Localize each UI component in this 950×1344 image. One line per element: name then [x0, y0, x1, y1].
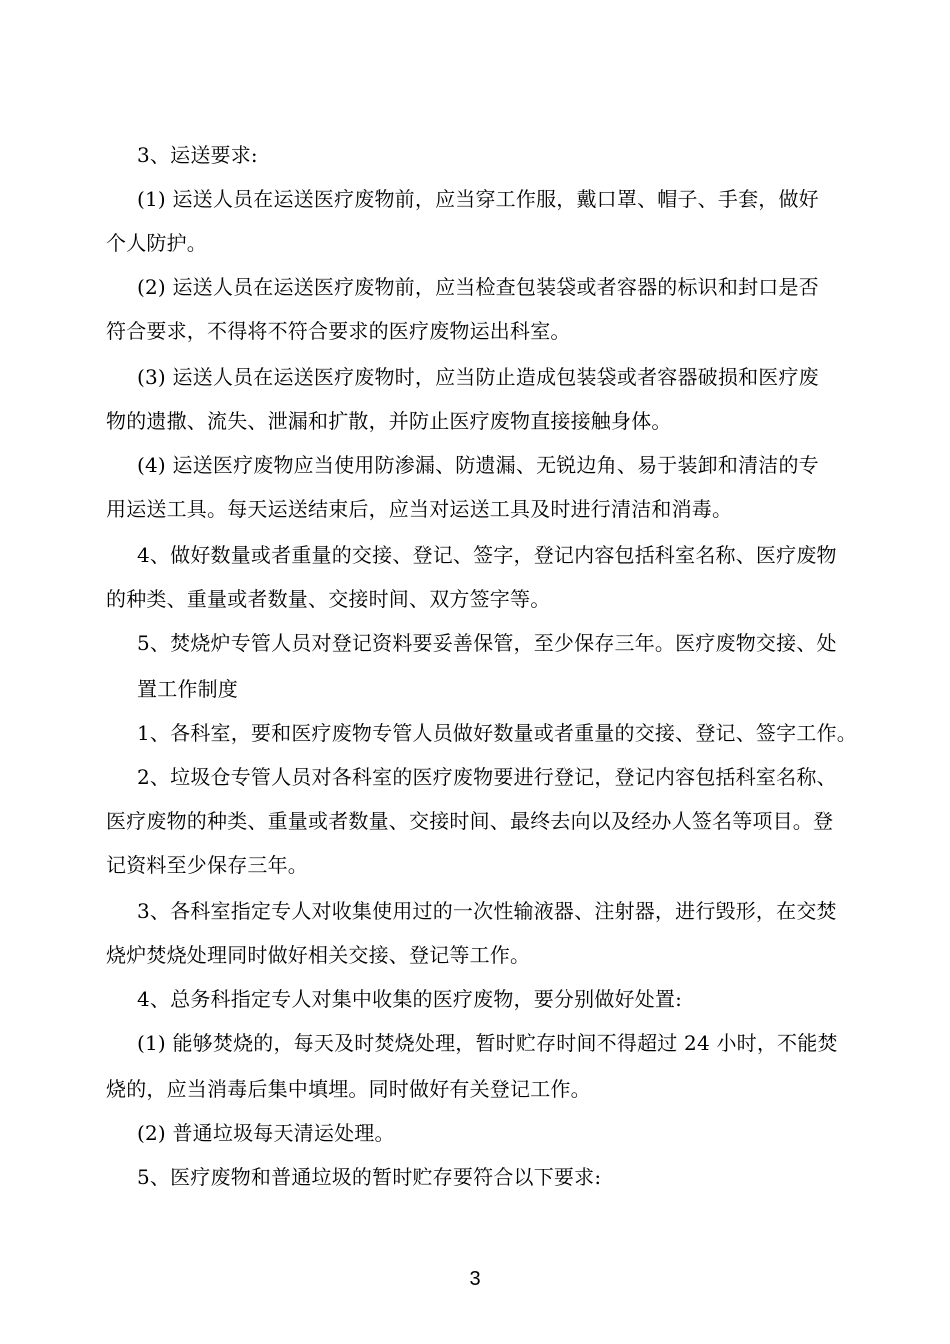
text-line: 4、做好数量或者重量的交接、登记、签字，登记内容包括科室名称、医疗废物 [137, 543, 837, 567]
text-line: 2、垃圾仓专管人员对各科室的医疗废物要进行登记，登记内容包括科室名称、 [137, 765, 837, 789]
text-line: 5、焚烧炉专管人员对登记资料要妥善保管，至少保存三年。医疗废物交接、处 [137, 631, 837, 655]
text-line: 3、运送要求: [137, 143, 258, 167]
text-line: (2) 普通垃圾每天清运处理。 [137, 1121, 395, 1145]
text-line: (1) 运送人员在运送医疗废物前，应当穿工作服，戴口罩、帽子、手套，做好 [137, 187, 819, 211]
text-line: 4、总务科指定专人对集中收集的医疗废物，要分别做好处置: [137, 987, 683, 1011]
text-line: 个人防护。 [106, 231, 207, 255]
text-line: 5、医疗废物和普通垃圾的暂时贮存要符合以下要求: [137, 1165, 602, 1189]
text-line: 的种类、重量或者数量、交接时间、双方签字等。 [106, 587, 551, 611]
text-line: 记资料至少保存三年。 [106, 853, 308, 877]
text-line: 烧的，应当消毒后集中填埋。同时做好有关登记工作。 [106, 1077, 591, 1101]
text-line: 1、各科室，要和医疗废物专管人员做好数量或者重量的交接、登记、签字工作。 [137, 721, 857, 745]
text-line: 用运送工具。每天运送结束后，应当对运送工具及时进行清洁和消毒。 [106, 497, 733, 521]
text-line: (2) 运送人员在运送医疗废物前，应当检查包装袋或者容器的标识和封口是否 [137, 275, 819, 299]
text-line: (3) 运送人员在运送医疗废物时，应当防止造成包装袋或者容器破损和医疗废 [137, 365, 819, 389]
text-line: 医疗废物的种类、重量或者数量、交接时间、最终去向以及经办人签名等项目。登 [106, 809, 834, 833]
text-line: 置工作制度 [137, 677, 238, 701]
text-line: 符合要求，不得将不符合要求的医疗废物运出科室。 [106, 319, 571, 343]
text-line: 烧炉焚烧处理同时做好相关交接、登记等工作。 [106, 943, 531, 967]
page-number: 3 [469, 1268, 481, 1290]
text-line: (4) 运送医疗废物应当使用防渗漏、防遗漏、无锐边角、易于装卸和清洁的专 [137, 453, 819, 477]
text-line: 物的遗撒、流失、泄漏和扩散，并防止医疗废物直接接触身体。 [106, 409, 672, 433]
text-line: 3、各科室指定专人对收集使用过的一次性输液器、注射器，进行毁形，在交焚 [137, 899, 837, 923]
text-line: (1) 能够焚烧的，每天及时焚烧处理，暂时贮存时间不得超过 24 小时，不能焚 [137, 1031, 838, 1055]
